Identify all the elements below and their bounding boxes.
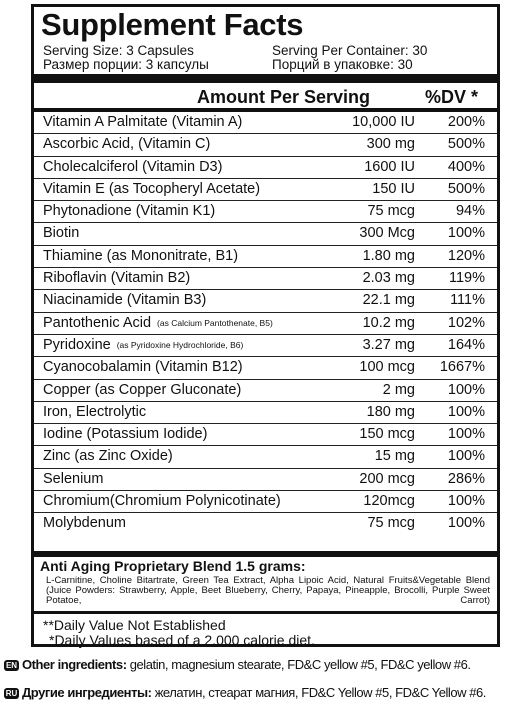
blend-ingredients: L-Carnitine, Choline Bitartrate, Green Tea Extract, Alpha Lipoic Acid, Natural Fruits&Vegetable Blend (Juice Powders: Strawberry, Apple, Beet Blueberry, Cherry, Papaya, Pineapple, Brocolli, Purple Sweet Potatoe, Carrot) — [46, 575, 490, 606]
nutrient-name: Chromium(Chromium Polynicotinate) — [43, 493, 281, 510]
nutrient-name — [43, 335, 243, 356]
nutrient-row — [34, 134, 497, 156]
nutrient-amount: 10.2 mg — [362, 314, 415, 331]
serving-row-ru — [43, 57, 493, 72]
blend-title: Anti Aging Proprietary Blend 1.5 grams: — [40, 558, 306, 574]
nutrient-row — [34, 335, 497, 357]
nutrient-row — [34, 157, 497, 179]
nutrient-name: Phytonadione (Vitamin K1) — [43, 203, 216, 220]
nutrient-dv: 164% — [447, 336, 485, 353]
nutrient-row — [34, 402, 497, 424]
nutrient-dv: 500% — [447, 180, 485, 197]
nutrient-amount: 1600 IU — [364, 158, 415, 175]
nutrient-amount: 1.80 mg — [362, 247, 415, 264]
divider-medium — [34, 611, 497, 614]
nutrient-dv: 400% — [447, 158, 485, 175]
nutrient-amount: 15 mg — [374, 448, 415, 465]
nutrient-amount: 150 IU — [372, 180, 415, 197]
header-amount: Amount Per Serving — [197, 87, 371, 107]
nutrient-dv: 200% — [447, 114, 485, 130]
nutrient-dv: 286% — [447, 470, 485, 487]
nutrient-amount: 200 mcg — [359, 470, 415, 487]
nutrient-amount: 120mcg — [363, 493, 415, 510]
nutrient-dv: 100% — [447, 493, 485, 510]
nutrient-name: Copper (as Copper Gluconate) — [43, 381, 242, 398]
nutrient-dv: 500% — [447, 136, 485, 153]
nutrient-dv: 100% — [447, 448, 485, 465]
ru-flag-icon: RU — [5, 689, 18, 698]
nutrient-row — [34, 313, 497, 335]
nutrient-name-text: Pantothenic Acid — [43, 314, 152, 331]
nutrient-name: Zinc (as Zinc Oxide) — [43, 448, 173, 465]
nutrient-name — [43, 313, 273, 334]
nutrient-amount: 75 mcg — [367, 203, 415, 220]
nutrient-name: Iron, Electrolytic — [43, 403, 147, 420]
nutrient-amount: 100 mcg — [359, 359, 415, 376]
nutrient-name: Vitamin A Palmitate (Vitamin A) — [43, 114, 243, 130]
nutrient-row — [34, 491, 497, 513]
nutrient-name: Biotin — [43, 225, 80, 242]
serving-size-ru: Размер порции: 3 капсулы — [43, 57, 209, 72]
panel-title: Supplement Facts — [41, 7, 304, 42]
other-ingredients-text-ru: желатин, стеарат магния, FD&C Yellow #5, FD&C Yellow #6. — [154, 685, 486, 700]
nutrient-amount: 22.1 mg — [362, 292, 415, 309]
nutrient-name: Ascorbic Acid, (Vitamin C) — [43, 136, 211, 153]
divider-thick — [34, 551, 497, 557]
nutrient-row — [34, 446, 497, 468]
nutrient-dv: 100% — [447, 403, 485, 420]
header-dv: %DV * — [425, 87, 479, 107]
nutrient-name: Iodine (Potassium Iodide) — [43, 426, 208, 443]
nutrient-row — [34, 357, 497, 379]
nutrient-amount: 75 mcg — [367, 515, 415, 532]
other-ingredients-text: gelatin, magnesium stearate, FD&C yellow #5, FD&C yellow #6. — [129, 657, 471, 672]
nutrient-row — [34, 380, 497, 402]
nutrient-name: Cholecalciferol (Vitamin D3) — [43, 158, 223, 175]
nutrient-row — [34, 424, 497, 446]
nutrient-name: Cyanocobalamin (Vitamin B12) — [43, 359, 243, 376]
divider-thick — [34, 74, 497, 83]
nutrient-name: Niacinamide (Vitamin B3) — [43, 292, 207, 309]
nutrient-name: Selenium — [43, 470, 104, 487]
nutrient-dv: 1667% — [439, 359, 485, 376]
nutrient-row — [34, 268, 497, 290]
nutrient-dv: 100% — [447, 426, 485, 443]
footnote-not-established: **Daily Value Not Established — [43, 617, 226, 633]
nutrient-amount: 2 mg — [382, 381, 415, 398]
other-ingredients-label: Other ingredients: — [22, 657, 127, 672]
nutrient-note: (as Calcium Pantothenate, B5) — [157, 317, 273, 328]
nutrient-row — [34, 112, 497, 134]
nutrient-row — [34, 179, 497, 201]
nutrient-dv: 94% — [455, 203, 485, 220]
nutrient-dv: 100% — [447, 515, 485, 532]
nutrient-row — [34, 469, 497, 491]
servings-per-container-ru: Порций в упаковке: 30 — [272, 57, 413, 72]
nutrient-row — [34, 513, 497, 535]
nutrient-name-text: Pyridoxine — [43, 336, 111, 353]
nutrient-amount: 2.03 mg — [362, 270, 415, 287]
nutrient-dv: 119% — [448, 270, 485, 287]
other-ingredients-label-ru: Другие ингредиенты: — [22, 685, 152, 700]
nutrient-amount: 180 mg — [366, 403, 415, 420]
nutrient-dv: 100% — [447, 225, 485, 242]
supplement-facts-panel — [31, 4, 500, 647]
other-ingredients-ru — [4, 684, 486, 701]
nutrient-row — [34, 246, 497, 268]
footnote-daily-values: *Daily Values based of a 2,000 calorie diet. — [49, 632, 315, 648]
nutrient-row — [34, 201, 497, 223]
serving-row — [43, 43, 493, 58]
nutrient-row — [34, 290, 497, 312]
nutrient-name: Vitamin E (as Tocopheryl Acetate) — [43, 180, 261, 197]
nutrient-dv: 102% — [447, 314, 485, 331]
other-ingredients-en — [4, 656, 471, 673]
nutrient-amount: 300 mg — [366, 136, 415, 153]
nutrient-table — [34, 112, 497, 536]
nutrient-amount: 10,000 IU — [352, 114, 415, 130]
nutrient-note: (as Pyridoxine Hydrochloride, B6) — [116, 339, 244, 350]
nutrient-amount: 3.27 mg — [362, 336, 415, 353]
nutrient-amount: 150 mcg — [359, 426, 415, 443]
en-flag-icon: EN — [5, 661, 18, 670]
nutrient-dv: 111% — [450, 292, 485, 309]
nutrient-amount: 300 Mcg — [359, 225, 415, 242]
column-header — [34, 86, 497, 108]
nutrient-dv: 100% — [447, 381, 485, 398]
servings-per-container: Serving Per Container: 30 — [272, 43, 428, 58]
nutrient-name: Thiamine (as Mononitrate, B1) — [43, 247, 239, 264]
serving-size: Serving Size: 3 Capsules — [43, 43, 194, 58]
nutrient-name: Riboflavin (Vitamin B2) — [43, 270, 191, 287]
nutrient-name: Molybdenum — [43, 515, 127, 532]
nutrient-dv: 120% — [447, 247, 485, 264]
nutrient-row — [34, 223, 497, 245]
